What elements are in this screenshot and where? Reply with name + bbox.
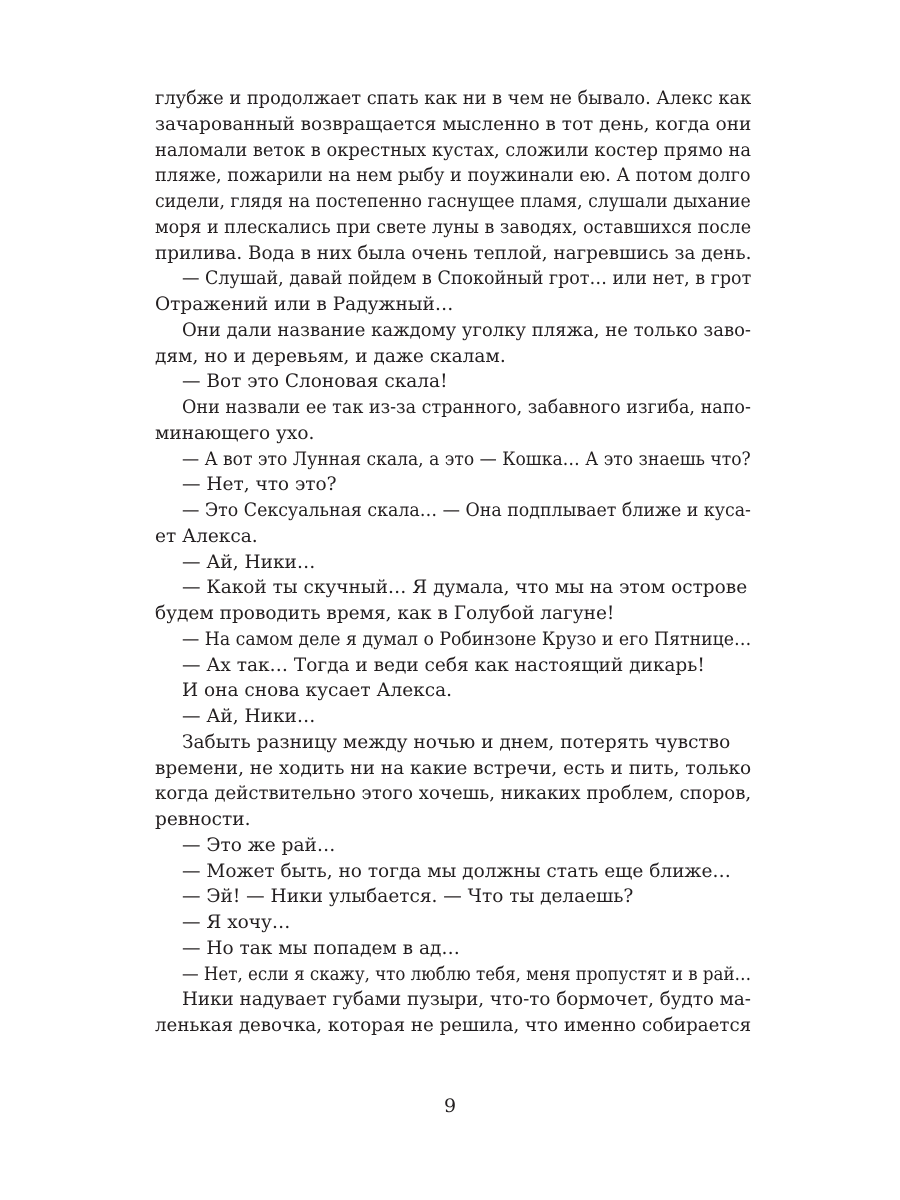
text-line: — Это Сексуальная скала… — Она подплывает ближе и куса- xyxy=(182,500,751,521)
text-line: наломали веток в окрестных кустах, сложили костер прямо на xyxy=(155,139,751,161)
text-line: — Какой ты скучный… Я думала, что мы на этом острове xyxy=(182,577,748,599)
text-line: пляже, пожарили на нем рыбу и поужинали ею. А потом долго xyxy=(155,165,751,187)
text-line: сидели, глядя на постепенно гаснущее пламя, слушали дыхание xyxy=(155,191,751,212)
text-line: будем проводить время, как в Голубой лагуне! xyxy=(155,603,615,624)
text-line: — Нет, что это? xyxy=(182,474,337,496)
text-line: Забыть разницу между ночью и днем, потерять чувство xyxy=(182,731,731,753)
text-line: Они назвали ее так из-за странного, забавного изгиба, напо- xyxy=(182,397,751,418)
text-line: — Нет, если я скажу, что люблю тебя, меня пропустят и в рай… xyxy=(182,963,752,985)
text-line: ет Алекса. xyxy=(155,525,258,547)
text-line: прилива. Вода в них была очень теплой, нагревшись за день. xyxy=(155,242,752,264)
text-line: — Вот это Слоновая скала! xyxy=(182,371,448,393)
text-line: времени, не ходить ни на какие встречи, есть и пить, только xyxy=(155,757,752,779)
text-line: глубже и продолжает спать как ни в чем не бывало. Алекс как xyxy=(155,88,752,109)
text-line: — На самом деле я думал о Робинзоне Крузо и его Пятнице… xyxy=(182,628,752,650)
page-number: 9 xyxy=(443,1095,457,1117)
text-line: — Ай, Ники… xyxy=(182,551,316,573)
text-line: — Слушай, давай пойдем в Спокойный грот… или нет, в грот xyxy=(182,268,752,290)
text-line: минающего ухо. xyxy=(155,422,315,444)
text-line: — Это же рай… xyxy=(182,834,336,856)
text-line: Отражений или в Радужный… xyxy=(155,294,454,315)
text-line: ленькая девочка, которая не решила, что именно собирается xyxy=(155,1015,752,1036)
text-line: Они дали название каждому уголку пляжа, не только заво- xyxy=(182,319,751,341)
text-line: — Ай, Ники… xyxy=(182,706,316,727)
text-line: И она снова кусает Алекса. xyxy=(182,680,452,702)
text-line: моря и плескались при свете луны в заводях, оставшихся после xyxy=(155,216,752,238)
text-line: — Эй! — Ники улыбается. — Что ты делаешь? xyxy=(182,886,634,908)
text-line: зачарованный возвращается мысленно в тот день, когда они xyxy=(155,113,752,135)
text-line: — Ах так… Тогда и веди себя как настоящий дикарь! xyxy=(182,654,705,676)
text-line: — Но так мы попадем в ад… xyxy=(182,937,460,959)
text-line: — Может быть, но тогда мы должны стать еще ближе… xyxy=(182,860,731,882)
text-line: — Я хочу… xyxy=(182,912,291,933)
text-line: — А вот это Лунная скала, а это — Кошка… А это знаешь что? xyxy=(182,448,751,470)
text-line: Ники надувает губами пузыри, что-то бормочет, будто ма- xyxy=(182,989,751,1011)
text-line: когда действительно этого хочешь, никаких проблем, споров, xyxy=(155,783,752,805)
text-line: дям, но и деревьям, и даже скалам. xyxy=(155,345,506,367)
text-line: ревности. xyxy=(155,809,251,830)
